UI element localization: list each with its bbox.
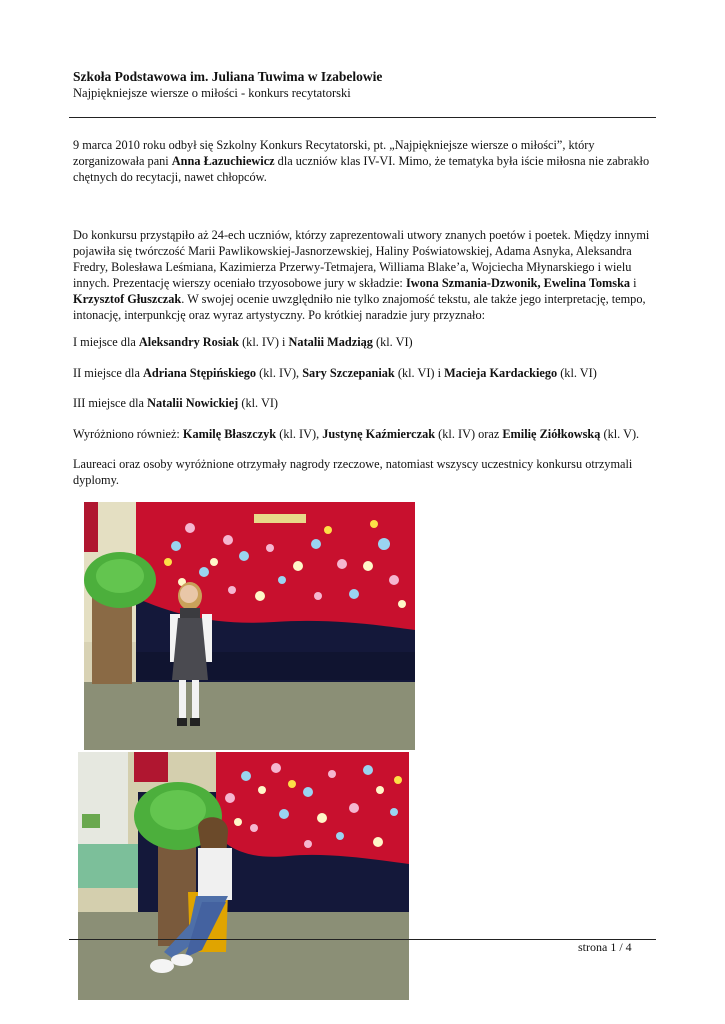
footer-divider [69, 939, 656, 940]
mention-name: Kamilę Błaszczyk [182, 427, 277, 441]
closing-text: Laureaci oraz osoby wyróżnione otrzymały nagrody rzeczowe, natomiast wszyscy uczestnicy konkursu otrzymali dyplomy. [73, 457, 633, 487]
place-label: III miejsce dla [73, 396, 148, 410]
photo-girl-standing [84, 502, 415, 750]
mention-name: Justynę Kaźmierczak [322, 427, 436, 441]
photo-girl-seated [78, 752, 409, 1000]
class-label: (kl. IV), [256, 366, 303, 380]
intro-paragraph [73, 137, 653, 185]
third-place-line [73, 395, 653, 411]
class-label: (kl. V). [600, 427, 640, 441]
closing-paragraph [73, 456, 653, 488]
honorable-mentions-line [73, 426, 653, 442]
winner-name: Natalii Nowickiej [147, 396, 239, 410]
intro-text: 9 marca 2010 roku odbył się Szkolny Konkurs Recytatorski, pt. „Najpiękniejsze wiersze o miłości”, który zorganizowała pani [73, 138, 595, 168]
intro-text-end: dla uczniów klas IV-VI. Mimo, że tematyka była iście miłosna nie zabrakło chętnych do recytacji, nawet chłopców. [73, 154, 650, 184]
document-header [73, 68, 633, 101]
winner-name: Aleksandry Rosiak [138, 335, 240, 349]
class-label: (kl. VI) [372, 335, 413, 349]
place-label: II miejsce dla [73, 366, 143, 380]
header-divider [69, 117, 656, 118]
class-label: (kl. IV) i [239, 335, 289, 349]
page-subtitle: Najpiękniejsze wiersze o miłości - konkurs recytatorski [73, 86, 351, 100]
winner-name: Macieja Kardackiego [444, 366, 558, 380]
second-place-line [73, 365, 653, 381]
winner-name: Natalii Madziąg [288, 335, 373, 349]
jury-name-last: Krzysztof Głuszczak [73, 292, 182, 306]
class-label: (kl. IV) oraz [435, 427, 503, 441]
jury-names: Iwona Szmania-Dzwonik, Ewelina Tomska [405, 276, 631, 290]
jury-text-end: . W swojej ocenie uwzględniło nie tylko znajomość tekstu, ale także jego interpretację, tempo, intonację, interpunkcję oraz wyraz artystyczny. Po krótkiej naradzie jury przyznało: [73, 292, 646, 322]
place-label: I miejsce dla [73, 335, 139, 349]
class-label: (kl. VI) i [394, 366, 445, 380]
organizer-name: Anna Łazuchiewicz [171, 154, 275, 168]
winner-name: Adriana Stępińskiego [143, 366, 257, 380]
page-number: strona 1 / 4 [578, 940, 632, 954]
class-label: (kl. VI) [238, 396, 279, 410]
class-label: (kl. IV), [276, 427, 323, 441]
jury-text: Do konkursu przystąpiło aż 24-ech uczniów, którzy zaprezentowali utwory znanych poetów i poetek. Między innymi pojawiła się twórczość Marii Pawlikowskiej-Jasnorzewskiej, Haliny Poświatowskiej, Adama Asnyka, Aleksandra Fredry, Bolesława Leśmiana, Kazimierza Przerwy-Tetmajera, Williama Blake’a, Wojciecha Młynarskiego i wielu innych. Prezentację wierszy oceniało trzyosobowe jury w składzie: [73, 228, 650, 290]
page-title: Szkoła Podstawowa im. Juliana Tuwima w Izabelowie [73, 69, 383, 84]
mention-label: Wyróżniono również: [73, 427, 183, 441]
jury-paragraph [73, 227, 653, 323]
winner-name: Sary Szczepaniak [302, 366, 395, 380]
first-place-line [73, 334, 653, 350]
jury-text-and: i [630, 276, 637, 290]
class-label: (kl. VI) [557, 366, 597, 380]
mention-name: Emilię Ziółkowską [502, 427, 601, 441]
